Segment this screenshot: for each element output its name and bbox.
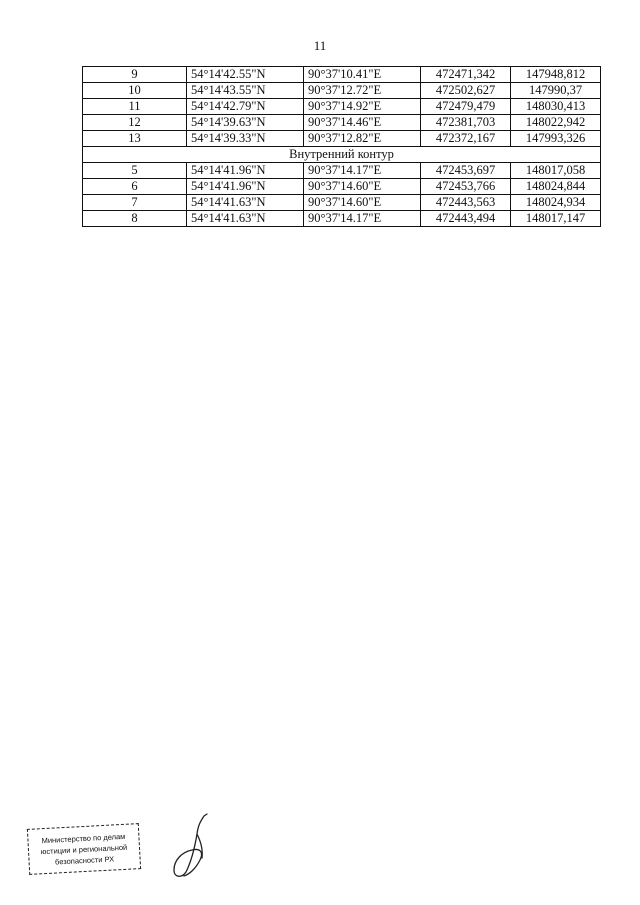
longitude-cell: 90°37'10.41"E bbox=[304, 67, 421, 83]
point-number-cell: 12 bbox=[83, 115, 187, 131]
table-row bbox=[83, 131, 601, 147]
coordinates-table bbox=[82, 66, 601, 227]
y-coordinate-cell: 148017,147 bbox=[511, 211, 601, 227]
x-coordinate-cell: 472372,167 bbox=[421, 131, 511, 147]
x-coordinate-cell: 472381,703 bbox=[421, 115, 511, 131]
x-coordinate-cell: 472502,627 bbox=[421, 83, 511, 99]
longitude-cell: 90°37'14.60"E bbox=[304, 179, 421, 195]
point-number-cell: 10 bbox=[83, 83, 187, 99]
x-coordinate-cell: 472453,697 bbox=[421, 163, 511, 179]
table-row bbox=[83, 195, 601, 211]
x-coordinate-cell: 472471,342 bbox=[421, 67, 511, 83]
point-number-cell: 11 bbox=[83, 99, 187, 115]
section-title-inner-contour: Внутренний контур bbox=[83, 147, 601, 163]
longitude-cell: 90°37'14.60"E bbox=[304, 195, 421, 211]
table-row bbox=[83, 115, 601, 131]
x-coordinate-cell: 472443,494 bbox=[421, 211, 511, 227]
table-row bbox=[83, 179, 601, 195]
point-number-cell: 13 bbox=[83, 131, 187, 147]
table-row bbox=[83, 83, 601, 99]
stamp-line-3: безопасности РХ bbox=[54, 854, 115, 867]
longitude-cell: 90°37'14.92"E bbox=[304, 99, 421, 115]
section-row bbox=[83, 147, 601, 163]
point-number-cell: 9 bbox=[83, 67, 187, 83]
y-coordinate-cell: 147948,812 bbox=[511, 67, 601, 83]
latitude-cell: 54°14'41.63"N bbox=[187, 211, 304, 227]
latitude-cell: 54°14'39.33"N bbox=[187, 131, 304, 147]
latitude-cell: 54°14'41.63"N bbox=[187, 195, 304, 211]
y-coordinate-cell: 147990,37 bbox=[511, 83, 601, 99]
longitude-cell: 90°37'14.46"E bbox=[304, 115, 421, 131]
point-number-cell: 5 bbox=[83, 163, 187, 179]
point-number-cell: 6 bbox=[83, 179, 187, 195]
point-number-cell: 8 bbox=[83, 211, 187, 227]
longitude-cell: 90°37'14.17"E bbox=[304, 211, 421, 227]
latitude-cell: 54°14'42.55"N bbox=[187, 67, 304, 83]
table-row bbox=[83, 211, 601, 227]
stamp-line-1: Министерство по делам bbox=[41, 831, 126, 846]
ministry-stamp bbox=[27, 823, 141, 875]
y-coordinate-cell: 148024,934 bbox=[511, 195, 601, 211]
y-coordinate-cell: 147993,326 bbox=[511, 131, 601, 147]
table-row bbox=[83, 99, 601, 115]
latitude-cell: 54°14'43.55"N bbox=[187, 83, 304, 99]
x-coordinate-cell: 472443,563 bbox=[421, 195, 511, 211]
coordinates-table-body bbox=[83, 67, 601, 227]
longitude-cell: 90°37'14.17"E bbox=[304, 163, 421, 179]
latitude-cell: 54°14'41.96"N bbox=[187, 163, 304, 179]
x-coordinate-cell: 472479,479 bbox=[421, 99, 511, 115]
latitude-cell: 54°14'41.96"N bbox=[187, 179, 304, 195]
handwritten-signature bbox=[164, 812, 218, 882]
table-row bbox=[83, 163, 601, 179]
y-coordinate-cell: 148022,942 bbox=[511, 115, 601, 131]
point-number-cell: 7 bbox=[83, 195, 187, 211]
latitude-cell: 54°14'42.79"N bbox=[187, 99, 304, 115]
latitude-cell: 54°14'39.63"N bbox=[187, 115, 304, 131]
y-coordinate-cell: 148030,413 bbox=[511, 99, 601, 115]
table-row bbox=[83, 67, 601, 83]
stamp-line-2: юстиции и региональной bbox=[40, 842, 128, 857]
y-coordinate-cell: 148017,058 bbox=[511, 163, 601, 179]
x-coordinate-cell: 472453,766 bbox=[421, 179, 511, 195]
longitude-cell: 90°37'12.82"E bbox=[304, 131, 421, 147]
longitude-cell: 90°37'12.72"E bbox=[304, 83, 421, 99]
y-coordinate-cell: 148024,844 bbox=[511, 179, 601, 195]
page-number: 11 bbox=[313, 38, 327, 53]
